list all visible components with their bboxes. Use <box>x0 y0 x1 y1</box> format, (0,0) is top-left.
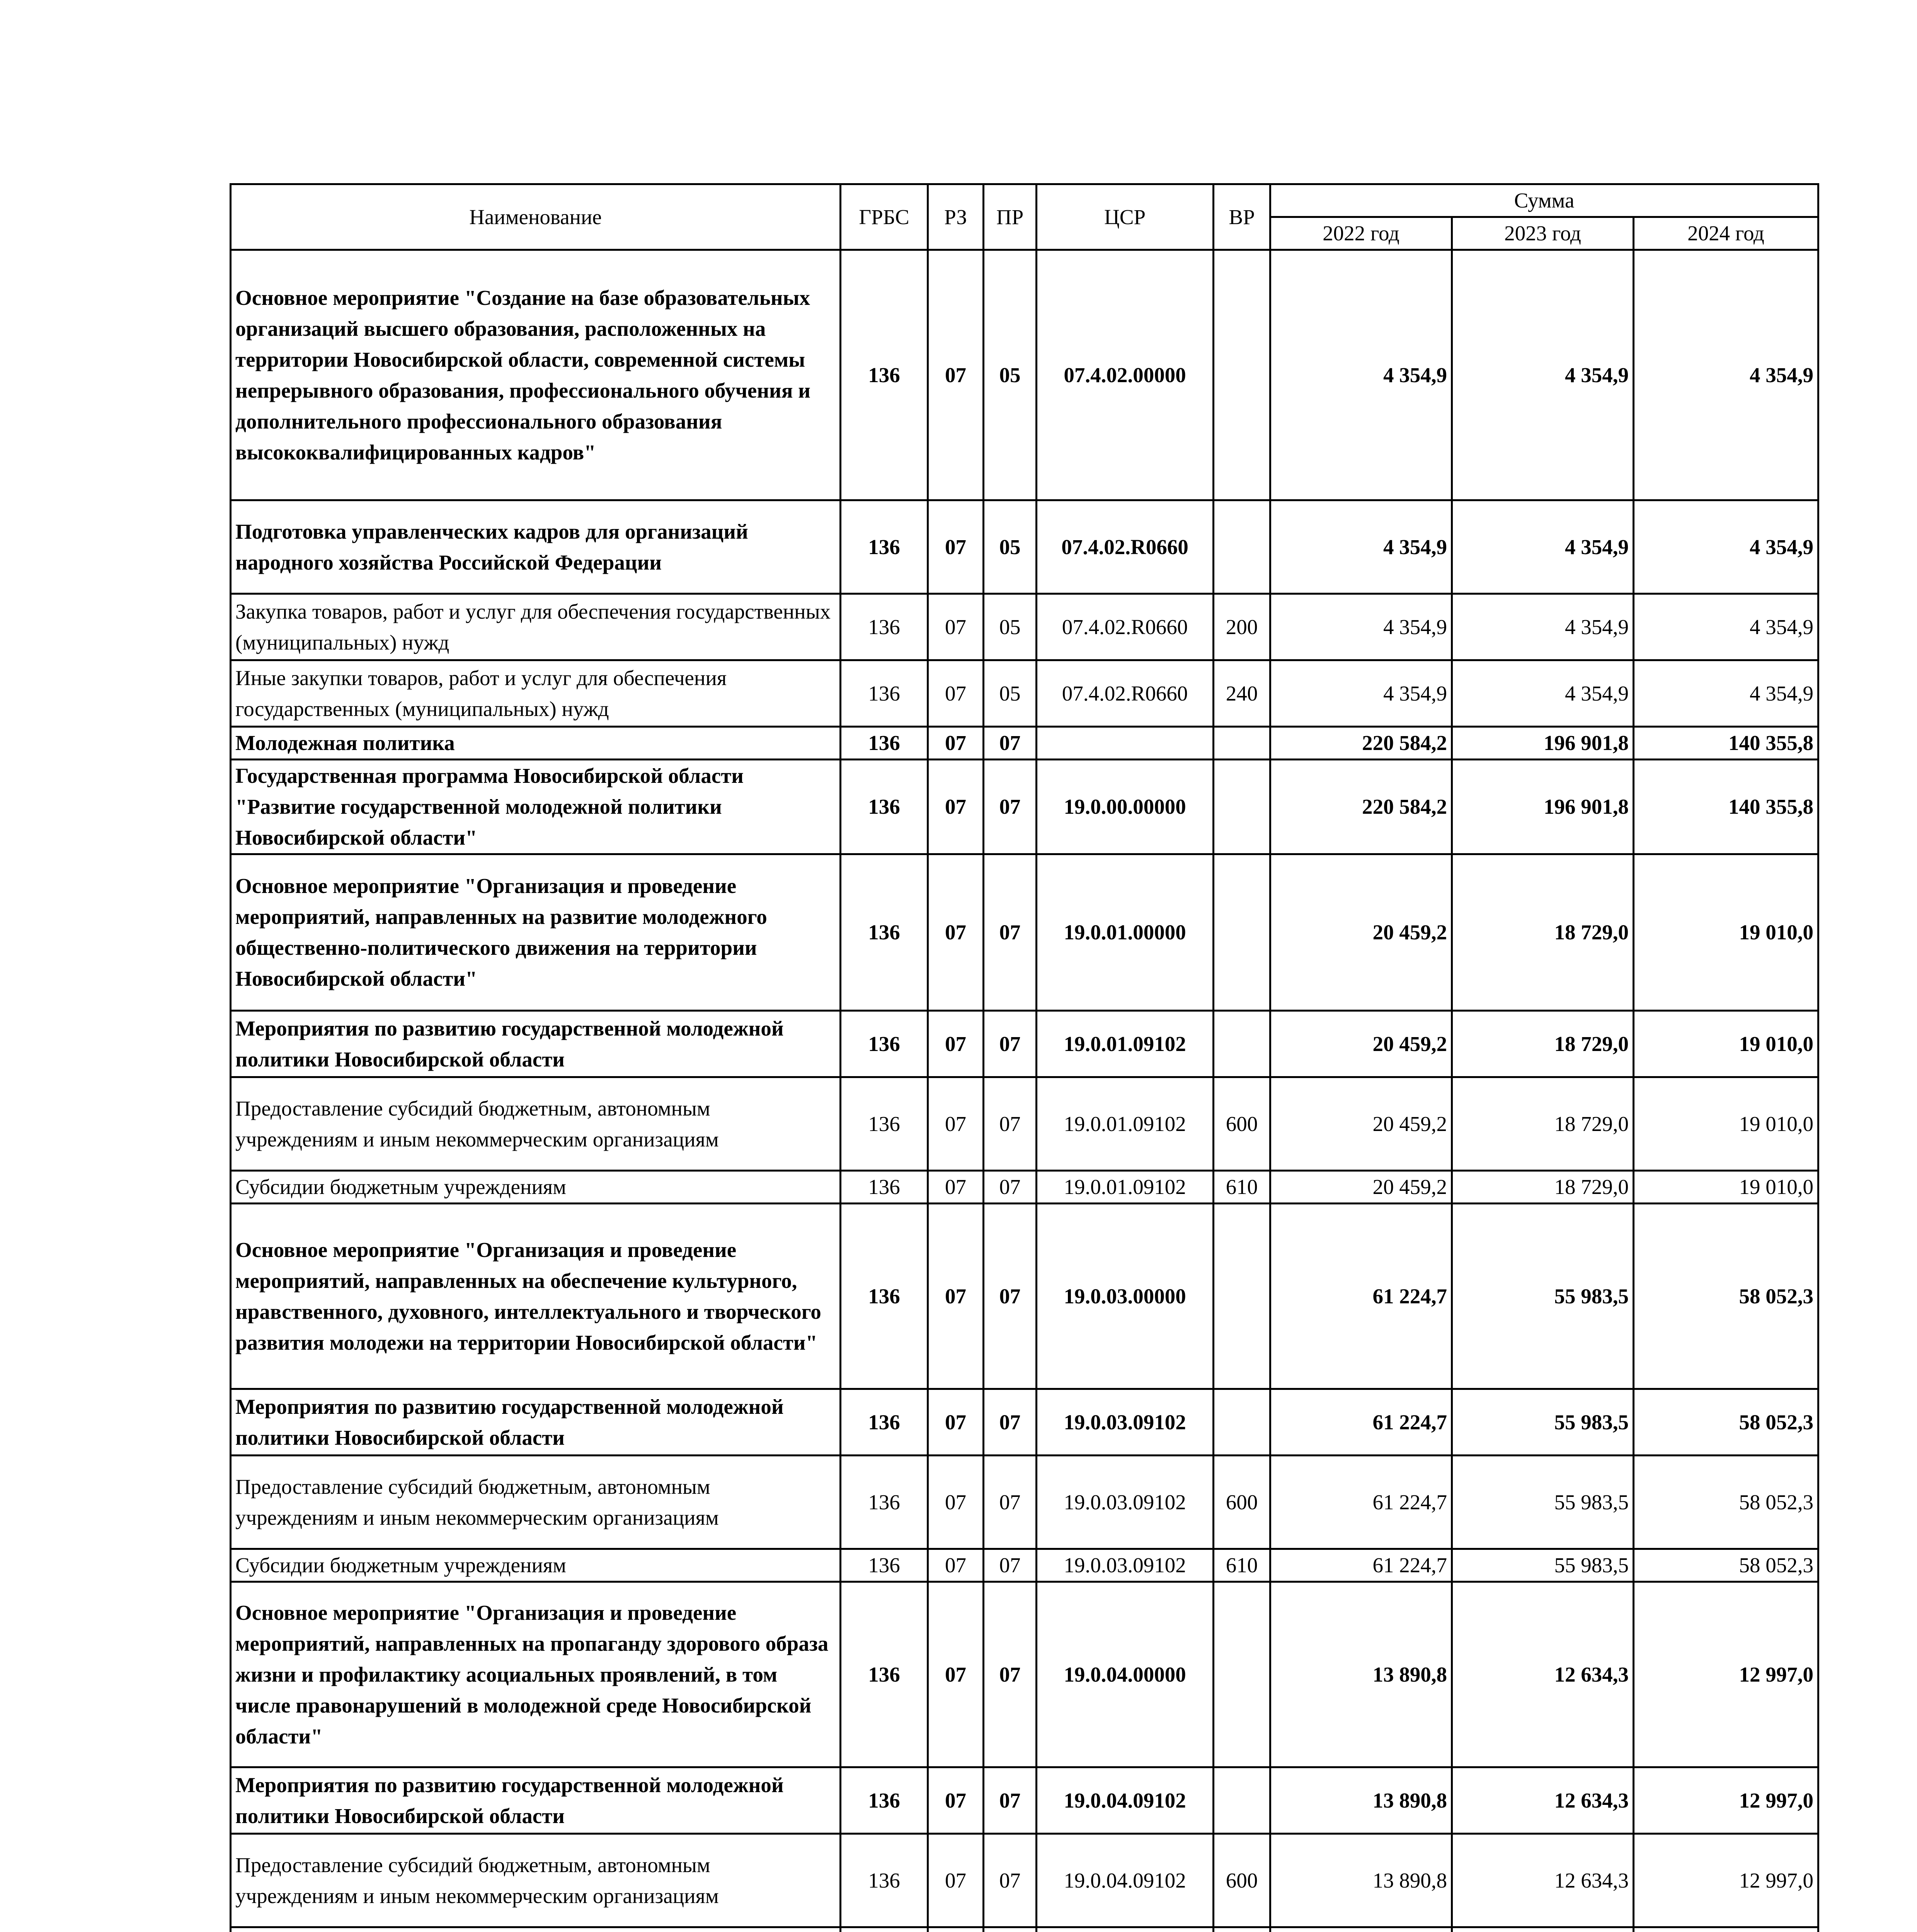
row-pr: 05 <box>984 660 1037 727</box>
row-amount-2023: 55 983,5 <box>1452 1204 1634 1389</box>
row-amount-2022: 20 459,2 <box>1270 1011 1452 1077</box>
row-rz: 07 <box>928 250 984 500</box>
row-grbs: 136 <box>841 1767 928 1834</box>
row-grbs: 136 <box>841 1389 928 1456</box>
row-name: Предоставление субсидий бюджетным, автономным учреждениям и иным некоммерческим организациям <box>231 1077 841 1171</box>
table-row <box>231 1456 1818 1549</box>
row-csr: 07.4.02.00000 <box>1037 250 1214 500</box>
row-rz: 07 <box>928 727 984 760</box>
table-body <box>231 250 1818 1932</box>
row-csr: 19.0.01.09102 <box>1037 1077 1214 1171</box>
table-row <box>231 1549 1818 1582</box>
row-grbs: 136 <box>841 1011 928 1077</box>
row-vr: 610 <box>1214 1549 1270 1582</box>
row-vr <box>1214 1389 1270 1456</box>
row-rz: 07 <box>928 1834 984 1927</box>
row-pr: 05 <box>984 500 1037 594</box>
row-rz: 07 <box>928 1204 984 1389</box>
row-amount-2022: 4 354,9 <box>1270 250 1452 500</box>
table-row <box>231 1204 1818 1389</box>
row-rz: 07 <box>928 594 984 660</box>
row-name: Субсидии бюджетным учреждениям <box>231 1549 841 1582</box>
row-amount-2023: 4 354,9 <box>1452 250 1634 500</box>
row-rz <box>928 1927 984 1932</box>
row-amount-2022: 61 224,7 <box>1270 1456 1452 1549</box>
row-vr <box>1214 854 1270 1011</box>
row-rz: 07 <box>928 660 984 727</box>
row-amount-2024: 19 010,0 <box>1634 1171 1818 1204</box>
row-csr: 19.0.03.09102 <box>1037 1456 1214 1549</box>
row-vr <box>1214 1767 1270 1834</box>
row-vr: 600 <box>1214 1834 1270 1927</box>
table-row <box>231 854 1818 1011</box>
row-amount-2022: 61 224,7 <box>1270 1389 1452 1456</box>
row-name <box>231 1927 841 1932</box>
table-row <box>231 727 1818 760</box>
row-amount-2023: 12 634,3 <box>1452 1834 1634 1927</box>
row-name: Предоставление субсидий бюджетным, автономным учреждениям и иным некоммерческим организациям <box>231 1834 841 1927</box>
row-csr: 19.0.01.09102 <box>1037 1171 1214 1204</box>
row-grbs <box>841 1927 928 1932</box>
row-amount-2022: 4 354,9 <box>1270 660 1452 727</box>
row-amount-2023 <box>1452 1927 1634 1932</box>
row-amount-2024: 58 052,3 <box>1634 1549 1818 1582</box>
row-amount-2022: 61 224,7 <box>1270 1204 1452 1389</box>
row-vr: 610 <box>1214 1171 1270 1204</box>
row-amount-2023: 196 901,8 <box>1452 727 1634 760</box>
row-amount-2024: 12 997,0 <box>1634 1834 1818 1927</box>
row-grbs: 136 <box>841 1204 928 1389</box>
row-grbs: 136 <box>841 594 928 660</box>
row-name: Иные закупки товаров, работ и услуг для обеспечения государственных (муниципальных) нужд <box>231 660 841 727</box>
row-csr <box>1037 727 1214 760</box>
row-pr: 07 <box>984 1767 1037 1834</box>
row-csr: 19.0.04.09102 <box>1037 1767 1214 1834</box>
table-row <box>231 594 1818 660</box>
row-csr: 19.0.03.09102 <box>1037 1389 1214 1456</box>
row-pr: 07 <box>984 1456 1037 1549</box>
row-csr: 07.4.02.R0660 <box>1037 594 1214 660</box>
header-grbs: ГРБС <box>841 184 928 250</box>
row-pr: 07 <box>984 1171 1037 1204</box>
header-pr: ПР <box>984 184 1037 250</box>
row-amount-2022: 20 459,2 <box>1270 1077 1452 1171</box>
row-name: Субсидии бюджетным учреждениям <box>231 1171 841 1204</box>
row-pr: 05 <box>984 594 1037 660</box>
row-amount-2023: 18 729,0 <box>1452 1011 1634 1077</box>
budget-table <box>230 183 1819 1932</box>
row-pr: 07 <box>984 1204 1037 1389</box>
table-row <box>231 1927 1818 1932</box>
row-amount-2023: 55 983,5 <box>1452 1549 1634 1582</box>
row-name: Основное мероприятие "Организация и проведение мероприятий, направленных на пропаганду здорового образа жизни и профилактику асоциальных проявлений, в том числе правонарушений в молодежной среде Новосибирской области" <box>231 1582 841 1767</box>
row-csr: 19.0.01.00000 <box>1037 854 1214 1011</box>
row-grbs: 136 <box>841 250 928 500</box>
row-csr: 07.4.02.R0660 <box>1037 500 1214 594</box>
header-rz: РЗ <box>928 184 984 250</box>
row-rz: 07 <box>928 500 984 594</box>
header-csr: ЦСР <box>1037 184 1214 250</box>
row-amount-2023: 55 983,5 <box>1452 1456 1634 1549</box>
row-pr <box>984 1927 1037 1932</box>
row-amount-2022: 61 224,7 <box>1270 1549 1452 1582</box>
row-amount-2023: 12 634,3 <box>1452 1767 1634 1834</box>
row-amount-2024: 19 010,0 <box>1634 1077 1818 1171</box>
row-grbs: 136 <box>841 854 928 1011</box>
row-amount-2022: 13 890,8 <box>1270 1834 1452 1927</box>
table-row <box>231 1582 1818 1767</box>
row-vr <box>1214 250 1270 500</box>
row-amount-2024: 12 997,0 <box>1634 1582 1818 1767</box>
row-pr: 07 <box>984 727 1037 760</box>
table-row <box>231 1389 1818 1456</box>
row-amount-2024: 4 354,9 <box>1634 250 1818 500</box>
row-csr: 19.0.03.00000 <box>1037 1204 1214 1389</box>
row-amount-2024: 4 354,9 <box>1634 660 1818 727</box>
row-csr: 19.0.04.09102 <box>1037 1834 1214 1927</box>
row-rz: 07 <box>928 1389 984 1456</box>
row-amount-2022: 220 584,2 <box>1270 727 1452 760</box>
row-rz: 07 <box>928 1582 984 1767</box>
table-row <box>231 500 1818 594</box>
row-amount-2023: 4 354,9 <box>1452 594 1634 660</box>
row-rz: 07 <box>928 854 984 1011</box>
row-amount-2022: 13 890,8 <box>1270 1767 1452 1834</box>
row-amount-2023: 4 354,9 <box>1452 660 1634 727</box>
table-row <box>231 1171 1818 1204</box>
table-row <box>231 760 1818 854</box>
row-amount-2023: 12 634,3 <box>1452 1582 1634 1767</box>
row-amount-2023: 18 729,0 <box>1452 854 1634 1011</box>
row-vr: 240 <box>1214 660 1270 727</box>
row-csr: 19.0.03.09102 <box>1037 1549 1214 1582</box>
row-grbs: 136 <box>841 1171 928 1204</box>
row-amount-2024: 58 052,3 <box>1634 1389 1818 1456</box>
row-amount-2024: 58 052,3 <box>1634 1456 1818 1549</box>
row-name: Основное мероприятие "Организация и проведение мероприятий, направленных на обеспечение культурного, нравственного, духовного, интеллектуального и творческого развития молодежи на территории Новосибирской области" <box>231 1204 841 1389</box>
row-amount-2024: 19 010,0 <box>1634 1011 1818 1077</box>
row-pr: 07 <box>984 760 1037 854</box>
row-name: Государственная программа Новосибирской области "Развитие государственной молодежной политики Новосибирской области" <box>231 760 841 854</box>
table-row <box>231 660 1818 727</box>
row-grbs: 136 <box>841 1456 928 1549</box>
row-grbs: 136 <box>841 1834 928 1927</box>
row-rz: 07 <box>928 1011 984 1077</box>
row-vr <box>1214 500 1270 594</box>
table-row <box>231 1077 1818 1171</box>
row-vr <box>1214 1204 1270 1389</box>
header-year-2022: 2022 год <box>1270 217 1452 250</box>
table-row <box>231 1834 1818 1927</box>
header-year-2024: 2024 год <box>1634 217 1818 250</box>
row-rz: 07 <box>928 1077 984 1171</box>
row-amount-2023: 4 354,9 <box>1452 500 1634 594</box>
row-name: Подготовка управленческих кадров для организаций народного хозяйства Российской Федерации <box>231 500 841 594</box>
row-pr: 07 <box>984 854 1037 1011</box>
row-amount-2023: 18 729,0 <box>1452 1171 1634 1204</box>
header-vr: ВР <box>1214 184 1270 250</box>
row-pr: 05 <box>984 250 1037 500</box>
row-amount-2024: 4 354,9 <box>1634 594 1818 660</box>
row-amount-2024: 140 355,8 <box>1634 727 1818 760</box>
row-vr: 200 <box>1214 594 1270 660</box>
row-name: Основное мероприятие "Создание на базе образовательных организаций высшего образования, расположенных на территории Новосибирской области, современной системы непрерывного образования, профессионального обучения и дополнительного профессионального образования высококвалифицированных кадров" <box>231 250 841 500</box>
row-name: Мероприятия по развитию государственной молодежной политики Новосибирской области <box>231 1389 841 1456</box>
row-pr: 07 <box>984 1077 1037 1171</box>
table-row <box>231 250 1818 500</box>
row-pr: 07 <box>984 1011 1037 1077</box>
row-grbs: 136 <box>841 727 928 760</box>
row-pr: 07 <box>984 1549 1037 1582</box>
header-name: Наименование <box>231 184 841 250</box>
header-year-2023: 2023 год <box>1452 217 1634 250</box>
row-amount-2024: 58 052,3 <box>1634 1204 1818 1389</box>
row-amount-2023: 196 901,8 <box>1452 760 1634 854</box>
table-row <box>231 1767 1818 1834</box>
row-grbs: 136 <box>841 760 928 854</box>
row-grbs: 136 <box>841 1077 928 1171</box>
row-rz: 07 <box>928 1171 984 1204</box>
row-amount-2022: 220 584,2 <box>1270 760 1452 854</box>
row-rz: 07 <box>928 1549 984 1582</box>
row-amount-2024: 12 997,0 <box>1634 1767 1818 1834</box>
row-amount-2024 <box>1634 1927 1818 1932</box>
row-amount-2024: 19 010,0 <box>1634 854 1818 1011</box>
row-name: Закупка товаров, работ и услуг для обеспечения государственных (муниципальных) нужд <box>231 594 841 660</box>
row-amount-2024: 4 354,9 <box>1634 500 1818 594</box>
row-name: Мероприятия по развитию государственной молодежной политики Новосибирской области <box>231 1011 841 1077</box>
row-amount-2022: 20 459,2 <box>1270 854 1452 1011</box>
row-amount-2022: 4 354,9 <box>1270 500 1452 594</box>
row-vr: 600 <box>1214 1456 1270 1549</box>
row-csr <box>1037 1927 1214 1932</box>
row-grbs: 136 <box>841 1582 928 1767</box>
row-pr: 07 <box>984 1389 1037 1456</box>
row-amount-2022: 4 354,9 <box>1270 594 1452 660</box>
row-vr <box>1214 727 1270 760</box>
row-vr <box>1214 760 1270 854</box>
row-grbs: 136 <box>841 500 928 594</box>
row-rz: 07 <box>928 1456 984 1549</box>
row-amount-2022 <box>1270 1927 1452 1932</box>
row-csr: 19.0.04.00000 <box>1037 1582 1214 1767</box>
table-row <box>231 1011 1818 1077</box>
row-csr: 19.0.01.09102 <box>1037 1011 1214 1077</box>
row-pr: 07 <box>984 1834 1037 1927</box>
row-amount-2023: 55 983,5 <box>1452 1389 1634 1456</box>
row-vr <box>1214 1582 1270 1767</box>
row-amount-2022: 20 459,2 <box>1270 1171 1452 1204</box>
row-csr: 19.0.00.00000 <box>1037 760 1214 854</box>
row-grbs: 136 <box>841 660 928 727</box>
row-grbs: 136 <box>841 1549 928 1582</box>
row-amount-2022: 13 890,8 <box>1270 1582 1452 1767</box>
row-vr <box>1214 1927 1270 1932</box>
header-sum: Сумма <box>1270 184 1818 217</box>
row-name: Молодежная политика <box>231 727 841 760</box>
row-name: Мероприятия по развитию государственной молодежной политики Новосибирской области <box>231 1767 841 1834</box>
row-vr: 600 <box>1214 1077 1270 1171</box>
row-amount-2024: 140 355,8 <box>1634 760 1818 854</box>
row-csr: 07.4.02.R0660 <box>1037 660 1214 727</box>
row-amount-2023: 18 729,0 <box>1452 1077 1634 1171</box>
row-name: Предоставление субсидий бюджетным, автономным учреждениям и иным некоммерческим организациям <box>231 1456 841 1549</box>
row-rz: 07 <box>928 1767 984 1834</box>
row-pr: 07 <box>984 1582 1037 1767</box>
row-rz: 07 <box>928 760 984 854</box>
row-vr <box>1214 1011 1270 1077</box>
row-name: Основное мероприятие "Организация и проведение мероприятий, направленных на развитие молодежного общественно-политического движения на территории Новосибирской области" <box>231 854 841 1011</box>
